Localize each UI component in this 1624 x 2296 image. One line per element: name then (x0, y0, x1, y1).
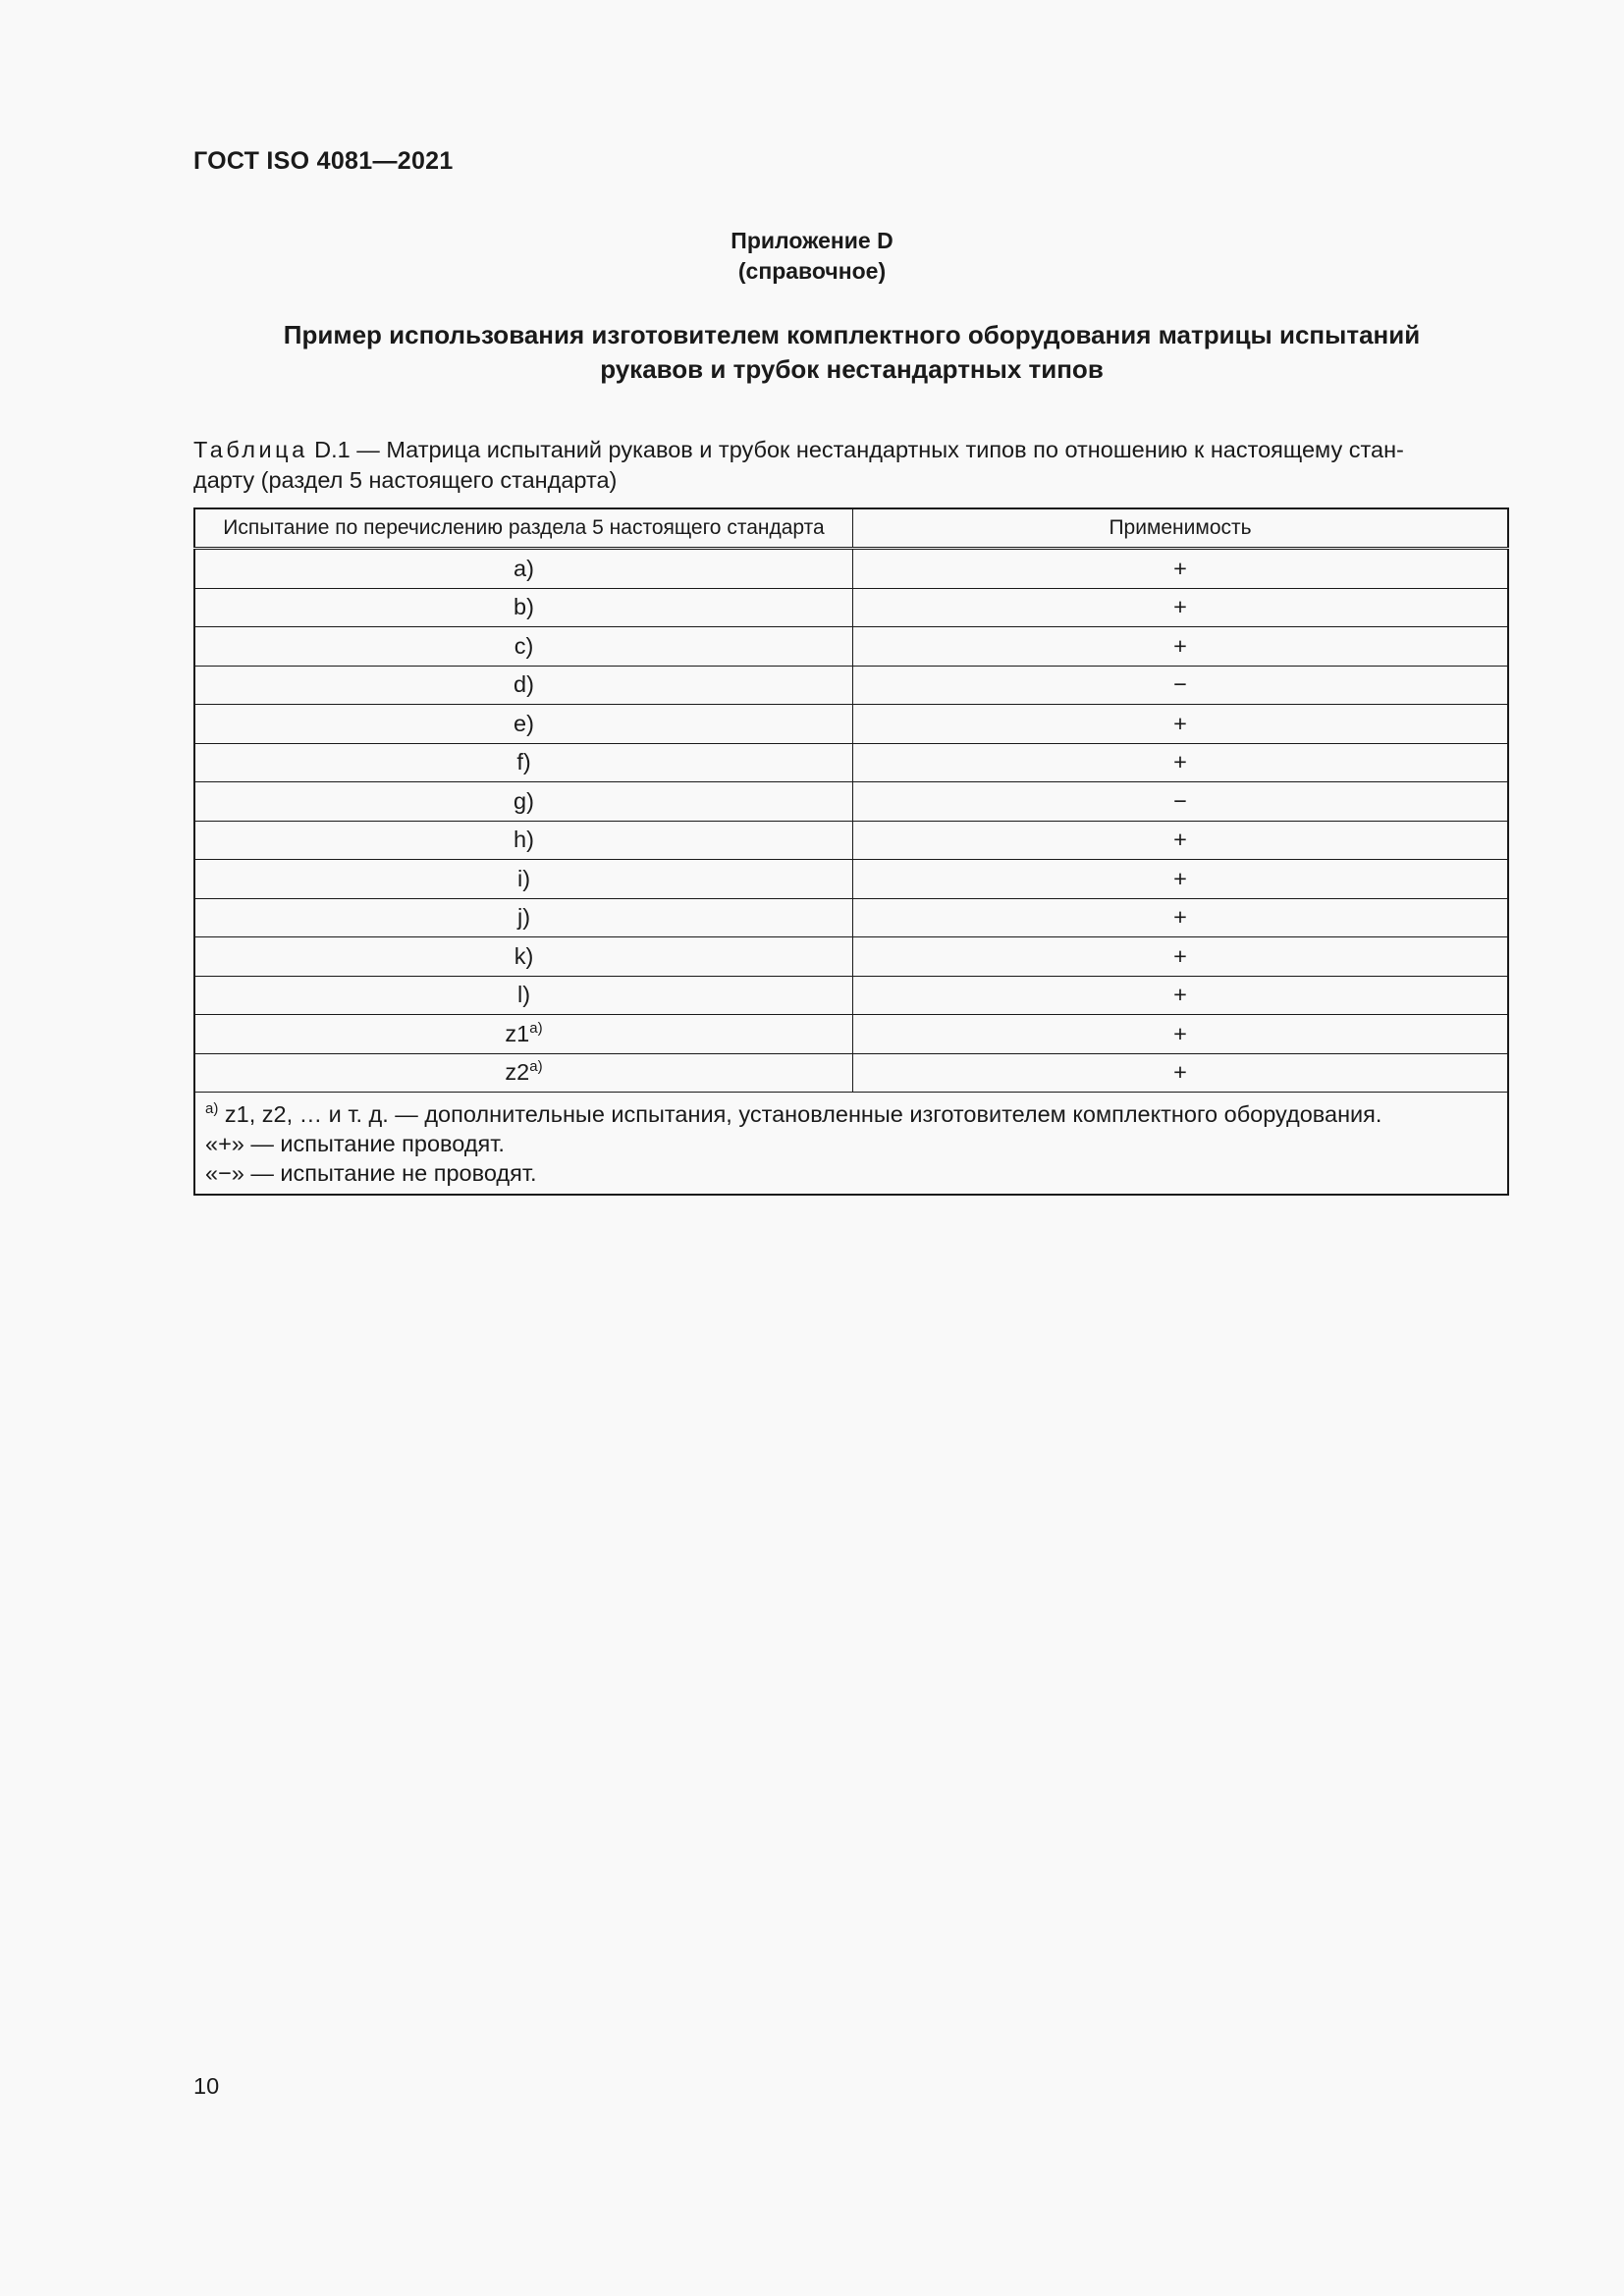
applicability-cell: + (853, 705, 1509, 744)
test-label: j) (516, 904, 531, 931)
table-row (194, 588, 1508, 627)
plus-note: «+» — испытание проводят. (205, 1131, 505, 1156)
test-cell (194, 898, 853, 937)
test-cell (194, 705, 853, 744)
table-caption-line-2: дарту (раздел 5 настоящего стандарта) (193, 467, 618, 493)
test-label: e) (514, 710, 534, 736)
applicability-cell: + (853, 976, 1509, 1015)
table-row (194, 976, 1508, 1015)
test-cell (194, 821, 853, 860)
test-label: k) (514, 942, 534, 969)
test-label: g) (514, 787, 534, 814)
test-cell (194, 860, 853, 899)
test-label: z2 (505, 1059, 530, 1086)
document-code: ГОСТ ISO 4081—2021 (193, 147, 454, 175)
appendix-type: (справочное) (737, 258, 887, 284)
table-row (194, 666, 1508, 705)
test-label: b) (514, 594, 534, 620)
main-title (196, 318, 1507, 387)
table-row (194, 782, 1508, 822)
table-row (194, 898, 1508, 937)
test-cell (194, 1053, 853, 1093)
table-caption-line-1 (193, 435, 1509, 465)
test-matrix-table (193, 507, 1509, 1196)
test-cell (194, 588, 853, 627)
applicability-cell: + (853, 860, 1509, 899)
table-row (194, 937, 1508, 977)
test-label: z1 (505, 1020, 530, 1046)
applicability-cell: + (853, 821, 1509, 860)
page-number: 10 (193, 2073, 220, 2099)
test-label: d) (514, 671, 534, 698)
footnote-text: z1, z2, … и т. д. — дополнительные испытания, установленные изготовителем комплектного оборудования. (218, 1101, 1382, 1127)
notes-row (194, 1093, 1508, 1196)
applicability-cell: + (853, 1053, 1509, 1093)
table-header-row (194, 508, 1508, 549)
applicability-cell: + (853, 743, 1509, 782)
test-label: h) (514, 827, 534, 853)
footnote-line (205, 1099, 1497, 1129)
test-cell (194, 782, 853, 822)
table-row (194, 1015, 1508, 1054)
applicability-cell: + (853, 549, 1509, 589)
test-cell (194, 627, 853, 667)
applicability-cell: − (853, 666, 1509, 705)
header-applicability: Применимость (853, 508, 1509, 549)
table-row (194, 743, 1508, 782)
test-label: a) (514, 555, 534, 581)
footnote-ref: a) (529, 1058, 543, 1076)
test-cell (194, 1015, 853, 1054)
table-caption (193, 435, 1509, 496)
test-cell (194, 549, 853, 589)
minus-note: «−» — испытание не проводят. (205, 1160, 537, 1186)
applicability-cell: + (853, 627, 1509, 667)
test-cell (194, 976, 853, 1015)
test-label: i) (516, 865, 531, 891)
applicability-cell: + (853, 937, 1509, 977)
main-title-line-1: Пример использования изготовителем комплектного оборудования матрицы испытаний (283, 320, 1421, 349)
header-test: Испытание по перечислению раздела 5 настоящего стандарта (194, 508, 853, 549)
applicability-cell: + (853, 1015, 1509, 1054)
table-row (194, 1053, 1508, 1093)
table-notes (194, 1093, 1508, 1196)
test-label: l) (516, 982, 531, 1008)
applicability-cell: + (853, 898, 1509, 937)
table-caption-text: D.1 — Матрица испытаний рукавов и трубок нестандартных типов по отношению к настоящему стан- (307, 437, 1404, 462)
test-label: f) (516, 749, 531, 775)
footnote-ref: a) (529, 1019, 543, 1037)
test-cell (194, 743, 853, 782)
table-row (194, 860, 1508, 899)
applicability-cell: − (853, 782, 1509, 822)
table-row (194, 705, 1508, 744)
appendix-title: Приложение D (731, 228, 893, 253)
table-row (194, 627, 1508, 667)
test-label: c) (514, 632, 534, 659)
test-cell (194, 666, 853, 705)
test-cell (194, 937, 853, 977)
footnote-mark: a) (205, 1100, 219, 1117)
table-row (194, 821, 1508, 860)
table-body (194, 549, 1508, 1093)
table-caption-label: Таблица (193, 437, 308, 462)
applicability-cell: + (853, 588, 1509, 627)
table-row (194, 549, 1508, 589)
main-title-line-2: рукавов и трубок нестандартных типов (600, 354, 1104, 384)
